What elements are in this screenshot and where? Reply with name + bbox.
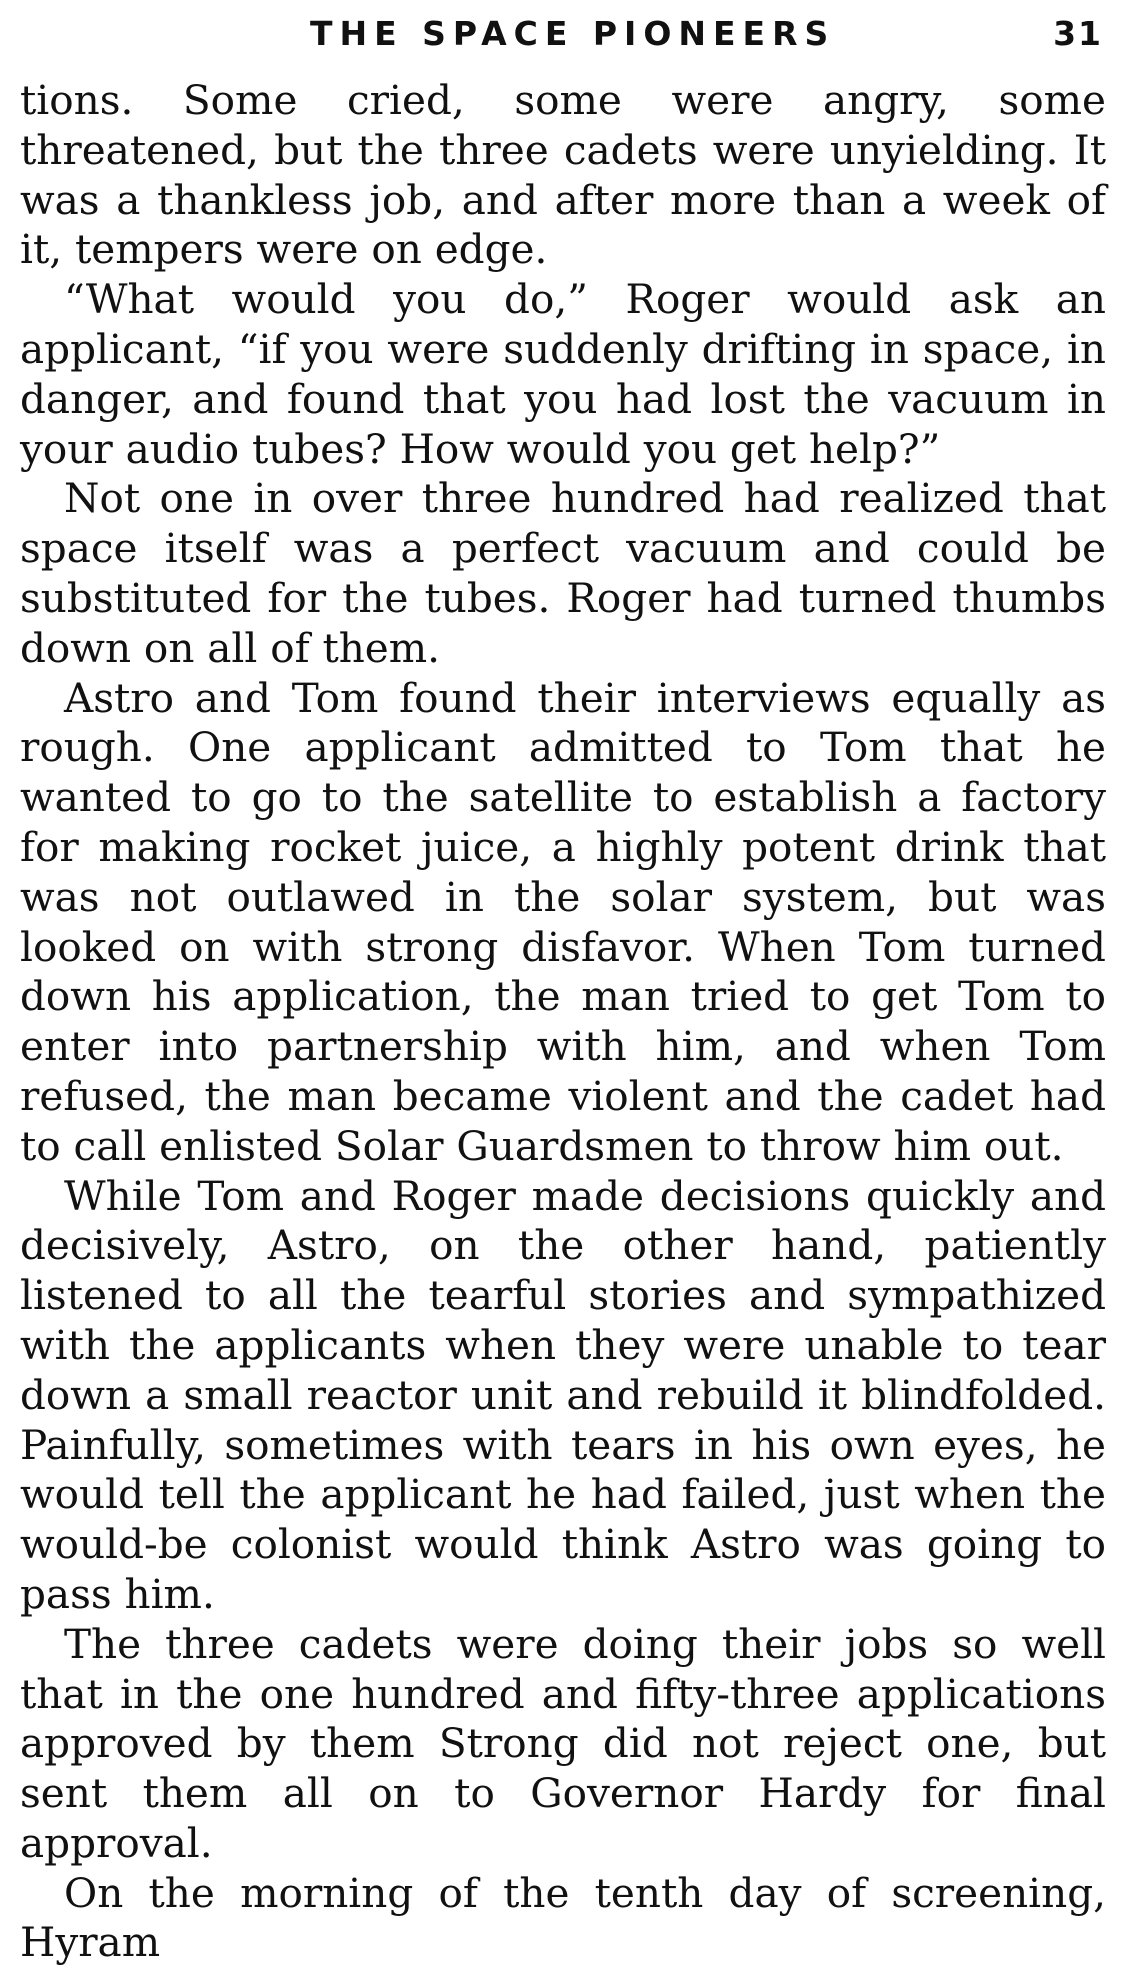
running-head	[20, 14, 1103, 64]
paragraph-4: Astro and Tom found their interviews equally as rough. One applicant admitted to Tom that he wanted to go to the satellite to establish a factory for making rocket juice, a highly potent drink that was not outlawed in the solar system, but was looked on with strong disfavor. When Tom turned down his application, the man tried to get Tom to enter into partnership with him, and when Tom refused, the man became violent and the cadet had to call enlisted Solar Guardsmen to throw him out.	[20, 673, 1106, 1170]
body-text	[20, 76, 1106, 1968]
paragraph-3: Not one in over three hundred had realized that space itself was a perfect vacuum and could be substituted for the tubes. Roger had turned thumbs down on all of them.	[20, 474, 1106, 672]
paragraph-7: On the morning of the tenth day of screening, Hyram	[20, 1868, 1106, 1967]
paragraph-6: The three cadets were doing their jobs so well that in the one hundred and fifty-three applications approved by them Strong did not reject one, but sent them all on to Governor Hardy for final approval.	[20, 1619, 1106, 1867]
running-title: THE SPACE PIONEERS	[310, 14, 836, 53]
page-number: 31	[1053, 14, 1103, 53]
paragraph-1: tions. Some cried, some were angry, some threatened, but the three cadets were unyielding. It was a thankless job, and after more than a week of it, tempers were on edge.	[20, 76, 1106, 274]
paragraph-5: While Tom and Roger made decisions quickly and decisively, Astro, on the other hand, patiently listened to all the tearful stories and sympathized with the applicants when they were unable to tear down a small reactor unit and rebuild it blindfolded. Painfully, sometimes with tears in his own eyes, he would tell the applicant he had failed, just when the would-be colonist would think Astro was going to pass him.	[20, 1171, 1106, 1618]
paragraph-2: “What would you do,” Roger would ask an applicant, “if you were suddenly drifting in space, in danger, and found that you had lost the vacuum in your audio tubes? How would you get help?”	[20, 275, 1106, 473]
